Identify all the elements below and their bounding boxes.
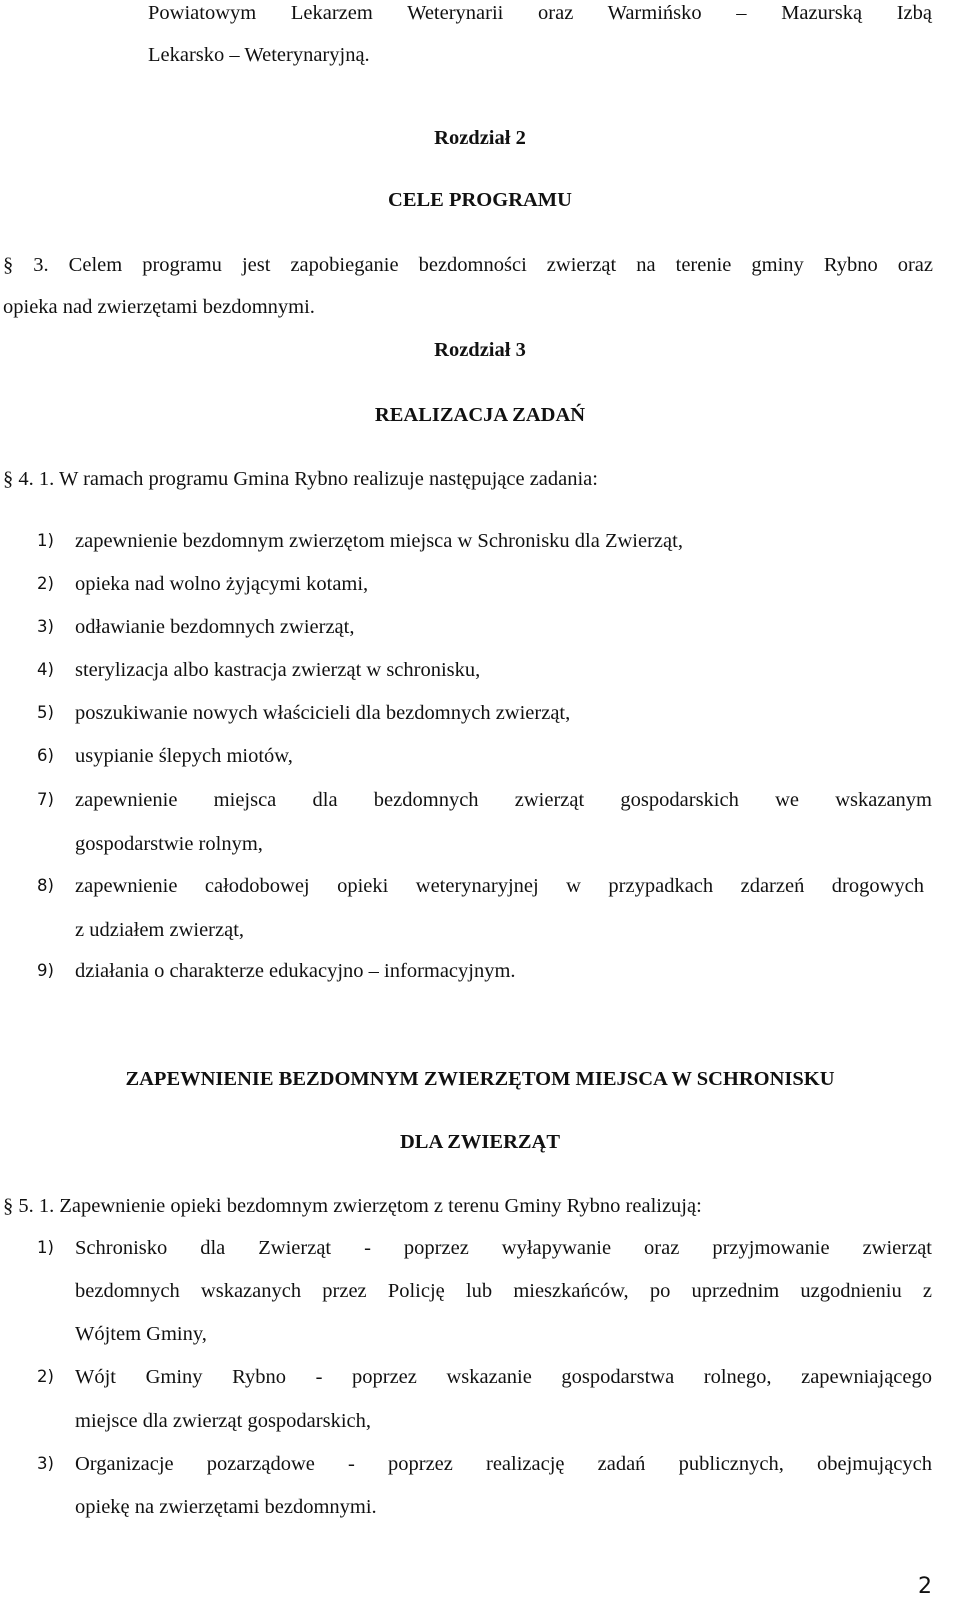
list-item-text: Organizacje pozarządowe - poprzez realizację zadań publicznych, obejmujących: [75, 1453, 932, 1475]
list-item-number: 1): [37, 1238, 54, 1257]
list-item-text: działania o charakterze edukacyjno – informacyjnym.: [75, 960, 516, 982]
section-title-line-1: ZAPEWNIENIE BEZDOMNYM ZWIERZĘTOM MIEJSCA W SCHRONISKU: [125, 1068, 835, 1090]
list-item-text: Wójt Gminy Rybno - poprzez wskazanie gospodarstwa rolnego, zapewniającego: [75, 1366, 932, 1388]
list-item-text: Wójtem Gminy,: [75, 1323, 207, 1345]
list-item-text: sterylizacja albo kastracja zwierząt w schronisku,: [75, 659, 481, 681]
list-item-number: 9): [37, 961, 54, 980]
para-3-line-1: § 3. Celem programu jest zapobieganie bezdomności zwierząt na terenie gminy Rybno oraz: [3, 254, 933, 276]
para-5-intro: § 5. 1. Zapewnienie opieki bezdomnym zwierzętom z terenu Gminy Rybno realizują:: [3, 1195, 702, 1217]
intro-line-2: Lekarsko – Weterynaryjną.: [148, 44, 370, 66]
chapter-2-title: CELE PROGRAMU: [388, 189, 572, 211]
list-item-text: zapewnienie bezdomnym zwierzętom miejsca w Schronisku dla Zwierząt,: [75, 530, 683, 552]
list-item-number: 3): [37, 617, 54, 636]
chapter-3-label: Rozdział 3: [434, 339, 526, 361]
list-item-text: opiekę na zwierzętami bezdomnymi.: [75, 1496, 377, 1518]
list-item-text: zapewnienie całodobowej opieki weterynaryjnej w przypadkach zdarzeń drogowych: [75, 875, 924, 897]
section-title-line-2: DLA ZWIERZĄT: [399, 1131, 561, 1153]
list-item-text: poszukiwanie nowych właścicieli dla bezdomnych zwierząt,: [75, 702, 571, 724]
list-item-number: 6): [37, 746, 54, 765]
intro-line-1: Powiatowym Lekarzem Weterynarii oraz Warmińsko – Mazurską Izbą: [148, 2, 932, 24]
chapter-3-title: REALIZACJA ZADAŃ: [374, 404, 586, 426]
para-3-line-2: opieka nad zwierzętami bezdomnymi.: [3, 296, 315, 318]
list-item-text: bezdomnych wskazanych przez Policję lub mieszkańców, po uprzednim uzgodnieniu z: [75, 1280, 932, 1302]
list-item-text: z udziałem zwierząt,: [75, 919, 245, 941]
para-4-intro: § 4. 1. W ramach programu Gmina Rybno realizuje następujące zadania:: [3, 468, 598, 490]
list-item-text: gospodarstwie rolnym,: [75, 833, 263, 855]
list-item-number: 1): [37, 531, 54, 550]
list-item-text: opieka nad wolno żyjącymi kotami,: [75, 573, 369, 595]
list-item-number: 2): [37, 574, 54, 593]
page-number: 2: [918, 1574, 932, 1599]
list-item-number: 5): [37, 703, 54, 722]
list-item-number: 3): [37, 1454, 54, 1473]
chapter-2-label: Rozdział 2: [434, 127, 526, 149]
list-item-text: usypianie ślepych miotów,: [75, 745, 293, 767]
list-item-text: odławianie bezdomnych zwierząt,: [75, 616, 355, 638]
list-item-number: 2): [37, 1367, 54, 1386]
list-item-number: 4): [37, 660, 54, 679]
list-item-number: 8): [37, 876, 54, 895]
list-item-text: Schronisko dla Zwierząt - poprzez wyłapywanie oraz przyjmowanie zwierząt: [75, 1237, 932, 1259]
list-item-text: miejsce dla zwierząt gospodarskich,: [75, 1410, 371, 1432]
list-item-number: 7): [37, 790, 54, 809]
list-item-text: zapewnienie miejsca dla bezdomnych zwierząt gospodarskich we wskazanym: [75, 789, 932, 811]
